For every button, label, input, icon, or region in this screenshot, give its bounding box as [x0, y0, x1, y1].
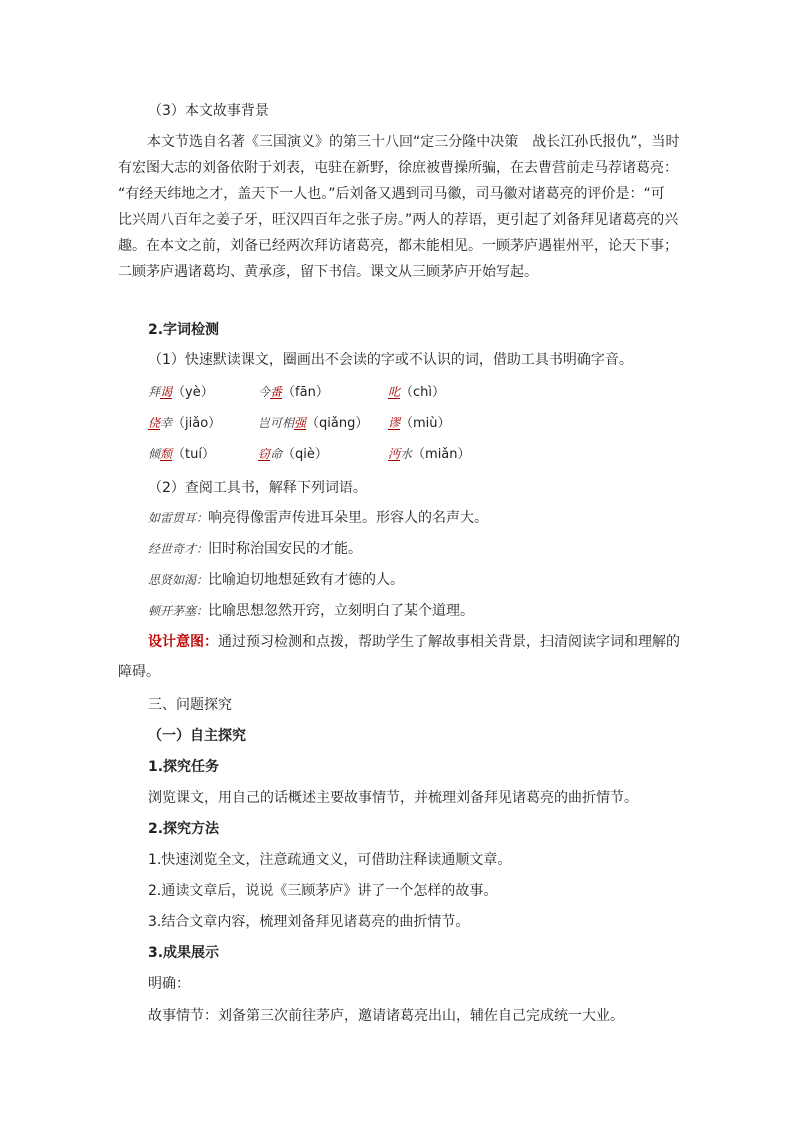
section-3-heading: （3）本文故事背景 [148, 103, 269, 119]
pinyin-item: 叱（chì） [388, 385, 446, 400]
bg-line-3: “有经天纬地之才，盖天下一人也。”后刘备又遇到司马徽，司马徽对诸葛亮的评价是：“可 [118, 186, 665, 202]
pinyin-item: 拜谒（yè） [148, 385, 214, 400]
bg-line-5: 趣。在本文之前，刘备已经两次拜访诸葛亮，都未能相见。一顾茅庐遇崔州平，论天下事； [118, 238, 678, 254]
bg-line-4: 比兴周八百年之姜子牙，旺汉四百年之张子房。”两人的荐语，更引起了刘备拜见诸葛亮的兴 [118, 212, 679, 228]
design-intent-label: 设计意图： [148, 634, 218, 650]
method-item: 2.通读文章后，说说《三顾茅庐》讲了一个怎样的故事。 [148, 883, 498, 899]
term-definition: 如雷贯耳：响亮得像雷声传进耳朵里。形容人的名声大。 [148, 510, 489, 526]
design-intent: 设计意图：通过预习检测和点拨，帮助学生了解故事相关背景，扫清阅读字词和理解的 [148, 634, 680, 650]
term-definition: 经世奇才：旧时称治国安民的才能。 [148, 541, 363, 557]
method-item: 3.结合文章内容，梳理刘备拜见诸葛亮的曲折情节。 [148, 914, 470, 930]
pinyin-item: 倾颓（tuí） [148, 447, 215, 462]
term-definition: 思贤如渴：比喻迫切地想延致有才德的人。 [148, 572, 405, 588]
heading-word-check: 2.字词检测 [148, 322, 220, 338]
task-1-text: （1）快速默读课文，圈画出不会读的字或不认识的词，借助工具书明确字音。 [148, 352, 633, 368]
task-2-text: （2）查阅工具书，解释下列词语。 [148, 480, 367, 496]
pinyin-item: 谬（miù） [388, 416, 451, 431]
story-summary: 故事情节：刘备第三次前往茅庐，邀请诸葛亮出山，辅佐自己完成统一大业。 [148, 1008, 624, 1024]
bg-line-1: 本文节选自名著《三国演义》的第三十八回“定三分隆中决策 战长江孙氏报仇”，当时 [147, 134, 680, 150]
pinyin-item: 岂可相强（qiǎng） [258, 416, 369, 431]
section-three-heading: 三、问题探究 [148, 697, 232, 713]
heading-method: 2.探究方法 [148, 821, 220, 837]
pinyin-item: 今番（fān） [258, 385, 329, 400]
task-text: 浏览课文，用自己的话概述主要故事情节，并梳理刘备拜见诸葛亮的曲折情节。 [148, 790, 638, 806]
method-item: 1.快速浏览全文，注意疏通文义，可借助注释读通顺文章。 [148, 852, 512, 868]
subsection-one-heading: （一）自主探究 [148, 728, 246, 744]
background-paragraph [118, 129, 683, 285]
design-intent-cont: 障碍。 [118, 664, 160, 680]
term-definition: 顿开茅塞：比喻思想忽然开窍，立刻明白了某个道理。 [148, 603, 475, 619]
pinyin-item: 侥幸（jiǎo） [148, 416, 222, 431]
pinyin-item: 窃命（qiè） [258, 447, 328, 462]
pinyin-item: 沔水（miǎn） [388, 447, 471, 462]
heading-result: 3.成果展示 [148, 945, 220, 961]
mingque-label: 明确： [148, 976, 190, 992]
bg-line-2: 有宏图大志的刘备依附于刘表，屯驻在新野，徐庶被曹操所骗，在去曹营前走马荐诸葛亮： [118, 160, 678, 176]
heading-task: 1.探究任务 [148, 759, 220, 775]
bg-line-6: 二顾茅庐遇诸葛均、黄承彦，留下书信。课文从三顾茅庐开始写起。 [118, 264, 538, 280]
